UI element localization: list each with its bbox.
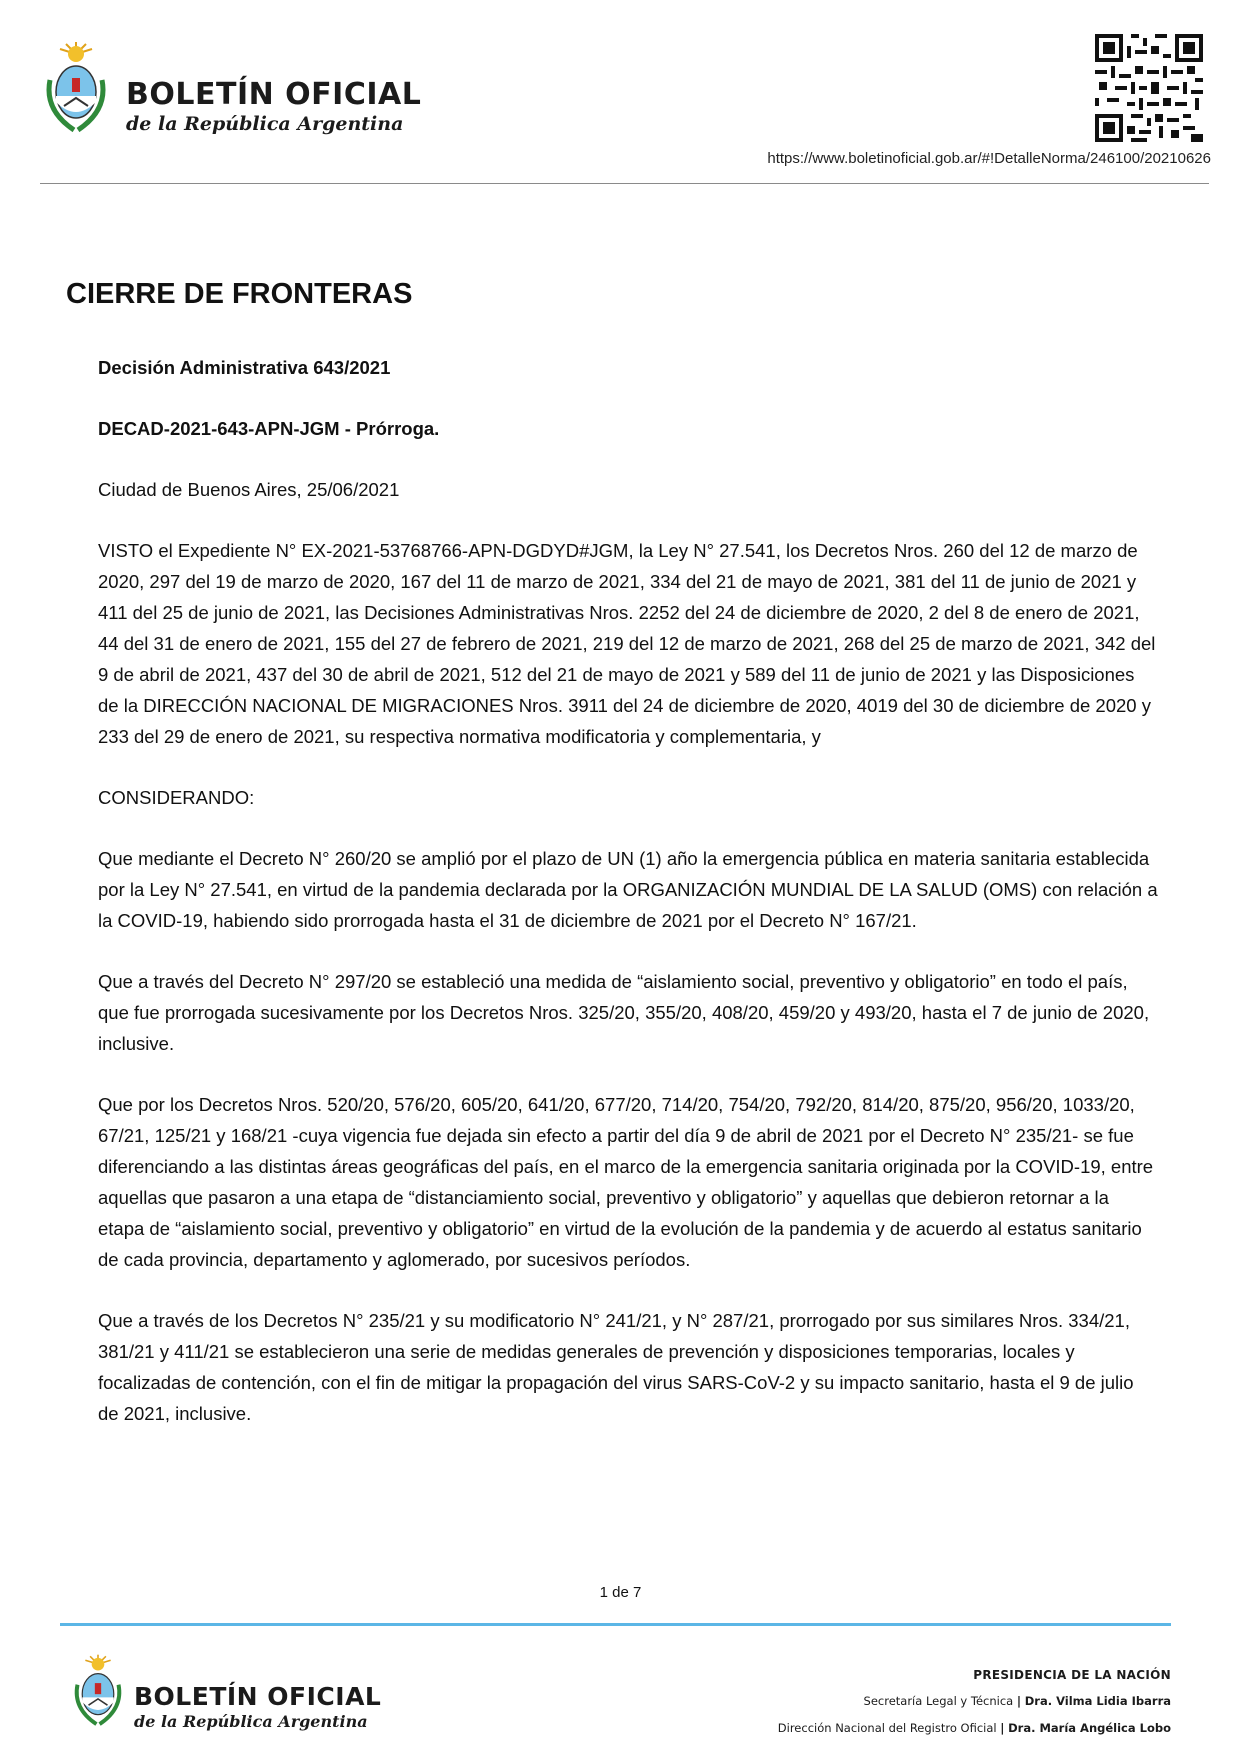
decision-code: DECAD-2021-643-APN-JGM - Prórroga. [98, 418, 440, 439]
presidency-label: PRESIDENCIA DE LA NACIÓN [973, 1668, 1171, 1682]
brand-subtitle: de la República Argentina [126, 113, 404, 135]
footer-divider [60, 1623, 1171, 1626]
secretaria-office: Secretaría Legal y Técnica [863, 1694, 1014, 1708]
coat-of-arms-logo [38, 40, 114, 136]
footer-brand-subtitle: de la República Argentina [134, 1712, 368, 1731]
footer-brand-title: BOLETÍN OFICIAL [134, 1682, 382, 1711]
footer-credits [778, 1668, 1171, 1748]
secretaria-line [778, 1694, 1171, 1708]
paragraph: Que a través de los Decretos N° 235/21 y su modificatorio N° 241/21, y N° 287/21, prorrogado por sus similares Nros. 334/21, 381/21 y 411/21 se establecieron una serie de medidas generales de prevención y disposiciones temporarias, locales y focalizadas de contención, con el fin de mitigar la propagación del virus SARS-CoV-2 y su impacto sanitario, hasta el 9 de julio de 2021, inclusive. [98, 1310, 1134, 1424]
coat-of-arms-logo [68, 1652, 128, 1730]
page-number: 1 de 7 [599, 1584, 642, 1601]
separator: | [1016, 1694, 1022, 1708]
registro-office: Dirección Nacional del Registro Oficial [777, 1721, 997, 1735]
brand-title: BOLETÍN OFICIAL [126, 77, 422, 112]
document-body [98, 352, 1158, 1459]
registro-line [778, 1721, 1171, 1735]
registro-person: Dra. María Angélica Lobo [1008, 1721, 1171, 1735]
paragraph: Que a través del Decreto N° 297/20 se estableció una medida de “aislamiento social, preventivo y obligatorio” en todo el país, que fue prorrogada sucesivamente por los Decretos Nros. 325/20, 355/20, 408/20, 459/20 y 493/20, hasta el 7 de junio de 2020, inclusive. [98, 971, 1150, 1054]
footer-brand-block [134, 1683, 381, 1731]
header-divider [40, 183, 1209, 184]
paragraph-visto: VISTO el Expediente N° EX-2021-53768766-APN-DGDYD#JGM, la Ley N° 27.541, los Decretos Nros. 260 del 12 de marzo de 2020, 297 del 19 de marzo de 2020, 167 del 11 de marzo de 2021, 334 del 21 de mayo de 2021, 381 del 11 de junio de 2021 y 411 del 25 de junio de 2021, las Decisiones Administrativas Nros. 2252 del 24 de diciembre de 2020, 2 del 8 de enero de 2021, 44 del 31 de enero de 2021, 155 del 27 de febrero de 2021, 219 del 12 de marzo de 2021, 268 del 25 de marzo de 2021, 342 del 9 de abril de 2021, 437 del 30 de abril de 2021, 512 del 21 de mayo de 2021 y 589 del 11 de junio de 2021 y las Disposiciones de la DIRECCIÓN NACIONAL DE MIGRACIONES Nros. 3911 del 24 de diciembre de 2020, 4019 del 30 de diciembre de 2020 y 233 del 29 de enero de 2021, su respectiva normativa modificatoria y complementaria, y [98, 540, 1156, 747]
paragraph-considerando: CONSIDERANDO: [98, 787, 255, 808]
decision-number: Decisión Administrativa 643/2021 [98, 357, 391, 378]
secretaria-person: Dra. Vilma Lidia Ibarra [1024, 1694, 1171, 1708]
paragraph: Que por los Decretos Nros. 520/20, 576/20, 605/20, 641/20, 677/20, 714/20, 754/20, 792/20, 814/20, 875/20, 956/20, 1033/20, 67/21, 125/21 y 168/21 -cuya vigencia fue dejada sin efecto a partir del día 9 de abril de 2021 por el Decreto N° 235/21- se fue diferenciando a las distintas áreas geográficas del país, en el marco de la emergencia sanitaria originada por la COVID-19, entre aquellas que pasaron a una etapa de “distanciamiento social, preventivo y obligatorio” y aquellas que debieron retornar a la etapa de “aislamiento social, preventivo y obligatorio” en virtud de la evolución de la pandemia y de acuerdo al estatus sanitario de cada provincia, departamento y aglomerado, por sucesivos períodos. [98, 1094, 1154, 1270]
document-url[interactable]: https://www.boletinoficial.gob.ar/#!DetalleNorma/246100/20210626 [767, 150, 1211, 167]
brand-block [126, 78, 421, 135]
paragraph: Que mediante el Decreto N° 260/20 se amplió por el plazo de UN (1) año la emergencia pública en materia sanitaria establecida por la Ley N° 27.541, en virtud de la pandemia declarada por la ORGANIZACIÓN MUNDIAL DE LA SALUD (OMS) con relación a la COVID-19, habiendo sido prorrogada hasta el 31 de diciembre de 2021 por el Decreto N° 167/21. [98, 848, 1158, 931]
qr-code-icon[interactable] [1095, 34, 1203, 142]
document-title: CIERRE DE FRONTERAS [66, 278, 413, 310]
separator: | [1000, 1721, 1005, 1735]
place-date: Ciudad de Buenos Aires, 25/06/2021 [98, 479, 400, 500]
